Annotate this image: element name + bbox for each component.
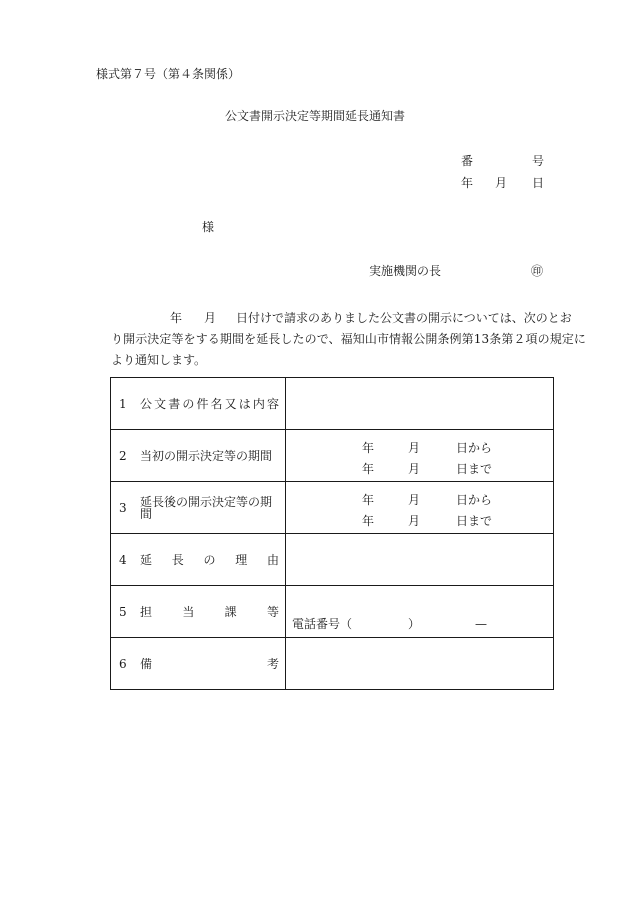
period-from-label: 日から <box>456 493 493 507</box>
table-row-department <box>111 586 554 638</box>
row-number: 1 <box>119 396 127 411</box>
table-row-extension-reason <box>111 534 554 586</box>
label-char: 容 <box>266 396 279 411</box>
period-until-label: 日まで <box>456 514 493 528</box>
date-month-label: 月 <box>495 176 508 190</box>
document-number-label: 番 <box>461 154 474 168</box>
row6-label <box>140 658 279 670</box>
period-year-label: 年 <box>362 514 375 528</box>
label-char: 備 <box>140 656 153 671</box>
row1-label <box>140 398 279 410</box>
label-char: 内 <box>252 396 265 411</box>
row3-label: 延長後の開示決定等の期間 <box>140 494 273 521</box>
phone-number-line <box>292 618 487 630</box>
label-char: 文 <box>154 396 167 411</box>
label-char: 由 <box>266 552 279 567</box>
document-name-field[interactable] <box>286 378 554 430</box>
label-char: 書 <box>168 396 181 411</box>
row2-label-cell <box>111 430 286 482</box>
sender-title: 実施機関の長 <box>369 264 442 278</box>
period-month-label: 月 <box>408 514 421 528</box>
row4-label <box>140 554 279 566</box>
body-line2-text: り開示決定等をする期間を延長したので、福知山市情報公開条例第13条第２項の規定に <box>111 332 587 346</box>
addressee-honorific: 様 <box>202 220 215 234</box>
document-title: 公文書開示決定等期間延長通知書 <box>224 109 405 123</box>
row-number: 5 <box>119 604 127 619</box>
label-char: 延 <box>140 552 153 567</box>
period-year-label: 年 <box>362 462 375 476</box>
row5-label <box>140 606 279 618</box>
label-char: 当 <box>182 604 195 619</box>
label-char: 担 <box>140 604 153 619</box>
row3-label-cell <box>111 482 286 534</box>
row-number: 4 <box>119 552 127 567</box>
row6-label-cell <box>111 638 286 690</box>
label-char: 又 <box>224 396 237 411</box>
label-char: 等 <box>266 604 279 619</box>
table-row-remarks <box>111 638 554 690</box>
document-number-suffix: 号 <box>532 154 545 168</box>
label-char: の <box>203 552 216 567</box>
row-number: 3 <box>119 500 127 515</box>
label-char: 理 <box>235 552 248 567</box>
remarks-field[interactable] <box>286 638 554 690</box>
period-year-label: 年 <box>362 493 375 507</box>
period-until-label: 日まで <box>456 462 493 476</box>
body-line3-text: より通知します。 <box>111 353 207 367</box>
label-char: 考 <box>266 656 279 671</box>
period-month-label: 月 <box>408 441 421 455</box>
extended-period-field[interactable] <box>286 482 554 534</box>
department-field[interactable] <box>286 586 554 638</box>
row-number: 2 <box>119 448 127 463</box>
label-char: は <box>238 396 251 411</box>
period-year-label: 年 <box>362 441 375 455</box>
row4-label-cell <box>111 534 286 586</box>
period-month-label: 月 <box>408 462 421 476</box>
date-year-label: 年 <box>461 176 474 190</box>
label-char: の <box>182 396 195 411</box>
form-number-label: 様式第７号（第４条関係） <box>96 67 241 81</box>
label-char: 長 <box>171 552 184 567</box>
row1-label-cell <box>111 378 286 430</box>
period-month-label: 月 <box>408 493 421 507</box>
row-number: 6 <box>119 656 127 671</box>
period-from-label: 日から <box>456 441 493 455</box>
table-row-document-name <box>111 378 554 430</box>
label-char: 公 <box>140 396 153 411</box>
seal-icon: ㊞ <box>531 264 544 278</box>
table-row-initial-period <box>111 430 554 482</box>
notice-details-table <box>110 377 554 690</box>
phone-paren-close: ） <box>408 617 421 631</box>
notice-body <box>111 308 587 371</box>
date-day-label: 日 <box>532 176 545 190</box>
body-line1-text: 日付けで請求のありました公文書の開示については、次のとお <box>236 311 572 325</box>
row2-label: 当初の開示決定等の期間 <box>140 448 273 463</box>
extension-reason-field[interactable] <box>286 534 554 586</box>
label-char: 名 <box>210 396 223 411</box>
body-year: 年 <box>170 311 183 325</box>
phone-dash: — <box>475 617 488 631</box>
label-char: 課 <box>224 604 237 619</box>
initial-period-field[interactable] <box>286 430 554 482</box>
table-row-extended-period <box>111 482 554 534</box>
body-month: 月 <box>204 311 217 325</box>
label-char: 件 <box>196 396 209 411</box>
row5-label-cell <box>111 586 286 638</box>
phone-label: 電話番号（ <box>292 617 353 631</box>
